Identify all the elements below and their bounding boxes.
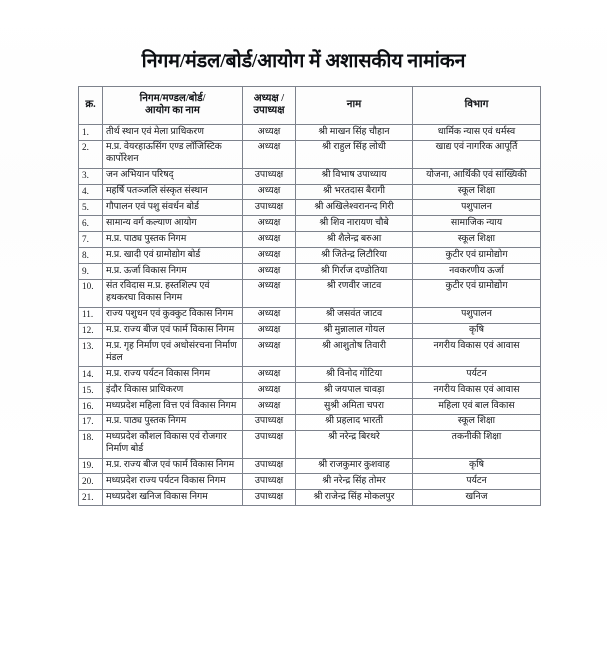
cell-organisation: म.प्र. पाठ्य पुस्तक निगम [103,414,243,430]
cell-name: श्री माखन सिंह चौहान [296,125,413,141]
column-header-organisation-line2: आयोग का नाम [145,105,200,116]
cell-name: श्री शैलेन्द्र बरुआ [296,232,413,248]
cell-post: अध्यक्ष [243,279,296,307]
column-header-post [243,87,296,125]
table-row [79,184,541,200]
cell-sno: 8. [79,248,103,264]
cell-department: पर्यटन [413,474,541,490]
table-row [79,339,541,367]
cell-organisation: म.प्र. वेयरहाऊसिंग एण्ड लॉजिस्टिक कार्पोरेशन [103,140,243,168]
cell-organisation: मध्यप्रदेश खनिज विकास निगम [103,490,243,506]
nomination-table-container [78,86,540,506]
cell-post: अध्यक्ष [243,125,296,141]
table-row [79,200,541,216]
cell-sno: 1. [79,125,103,141]
cell-post: उपाध्यक्ष [243,458,296,474]
cell-post: अध्यक्ष [243,184,296,200]
cell-sno: 10. [79,279,103,307]
table-row [79,383,541,399]
cell-organisation: मध्यप्रदेश राज्य पर्यटन विकास निगम [103,474,243,490]
column-header-post-line1: अध्यक्ष / [253,92,285,104]
cell-organisation: महर्षि पतञ्जलि संस्कृत संस्थान [103,184,243,200]
cell-name: श्री नरेन्द्र सिंह तोमर [296,474,413,490]
cell-name: श्री नरेन्द्र बिरथरे [296,430,413,458]
cell-organisation: म.प्र. खादी एवं ग्रामोद्योग बोर्ड [103,248,243,264]
cell-sno: 7. [79,232,103,248]
cell-department: खनिज [413,490,541,506]
cell-post: उपाध्यक्ष [243,414,296,430]
cell-department: पशुपालन [413,200,541,216]
cell-post: अध्यक्ष [243,399,296,415]
cell-post: अध्यक्ष [243,383,296,399]
cell-name: श्री आशुतोष तिवारी [296,339,413,367]
cell-name: श्री गिर्राज दण्डोतिया [296,264,413,280]
table-row [79,168,541,184]
cell-organisation: म.प्र. गृह निर्माण एवं अधोसंरचना निर्माण मंडल [103,339,243,367]
table-header-row [79,87,541,125]
cell-post: अध्यक्ष [243,339,296,367]
cell-organisation: संत रविदास म.प्र. हस्तशिल्प एवं हथकरघा विकास निगम [103,279,243,307]
cell-department: कृषि [413,323,541,339]
cell-post: अध्यक्ष [243,323,296,339]
cell-department: स्कूल शिक्षा [413,232,541,248]
cell-sno: 21. [79,490,103,506]
cell-post: उपाध्यक्ष [243,200,296,216]
cell-post: अध्यक्ष [243,307,296,323]
cell-sno: 13. [79,339,103,367]
cell-sno: 19. [79,458,103,474]
table-row [79,307,541,323]
cell-organisation: राज्य पशुधन एवं कुक्कुट विकास निगम [103,307,243,323]
cell-department: नगरीय विकास एवं आवास [413,383,541,399]
table-row [79,125,541,141]
cell-sno: 3. [79,168,103,184]
cell-post: उपाध्यक्ष [243,430,296,458]
cell-name: श्री जसवंत जाटव [296,307,413,323]
cell-department: खाद्य एवं नागरिक आपूर्ति [413,140,541,168]
cell-department: धार्मिक न्यास एवं धर्मस्व [413,125,541,141]
cell-name: श्री राजकुमार कुशवाह [296,458,413,474]
column-header-organisation-line1: निगम/मण्डल/बोर्ड/ [139,92,206,104]
cell-post: उपाध्यक्ष [243,474,296,490]
cell-sno: 11. [79,307,103,323]
table-row [79,430,541,458]
cell-name: श्री अखिलेश्वरानन्द गिरी [296,200,413,216]
cell-sno: 9. [79,264,103,280]
cell-organisation: गौपालन एवं पशु संवर्धन बोर्ड [103,200,243,216]
cell-name: श्री भरतदास बैरागी [296,184,413,200]
table-row [79,458,541,474]
cell-sno: 20. [79,474,103,490]
column-header-post-line2: उपाध्यक्ष [253,105,285,116]
nomination-table [78,86,541,506]
cell-department: कुटीर एवं ग्रामोद्योग [413,279,541,307]
cell-sno: 6. [79,216,103,232]
cell-sno: 4. [79,184,103,200]
cell-sno: 18. [79,430,103,458]
cell-organisation: म.प्र. राज्य पर्यटन विकास निगम [103,367,243,383]
table-row [79,216,541,232]
table-row [79,474,541,490]
cell-organisation: म.प्र. राज्य बीज एवं फार्म विकास निगम [103,323,243,339]
cell-post: अध्यक्ष [243,232,296,248]
cell-organisation: तीर्थ स्थान एवं मेला प्राधिकरण [103,125,243,141]
cell-organisation: इंदौर विकास प्राधिकरण [103,383,243,399]
cell-department: महिला एवं बाल विकास [413,399,541,415]
table-row [79,140,541,168]
cell-name: श्री जयपाल चावड़ा [296,383,413,399]
cell-department: नवकरणीय ऊर्जा [413,264,541,280]
column-header-name: नाम [296,87,413,125]
table-row [79,414,541,430]
cell-department: तकनीकी शिक्षा [413,430,541,458]
table-row [79,264,541,280]
cell-name: श्री राजेन्द्र सिंह मोकलपुर [296,490,413,506]
table-row [79,323,541,339]
cell-name: श्री शिव नारायण चौबे [296,216,413,232]
cell-organisation: मध्यप्रदेश महिला वित्त एवं विकास निगम [103,399,243,415]
cell-organisation: म.प्र. ऊर्जा विकास निगम [103,264,243,280]
cell-name: श्री राहुल सिंह लोधी [296,140,413,168]
table-row [79,367,541,383]
cell-name: श्री मुन्नालाल गोयल [296,323,413,339]
table-row [79,248,541,264]
cell-name: सुश्री अमिता चपरा [296,399,413,415]
cell-organisation: म.प्र. राज्य बीज एवं फार्म विकास निगम [103,458,243,474]
cell-name: श्री विनोद गोंटिया [296,367,413,383]
column-header-organisation [103,87,243,125]
table-row [79,279,541,307]
cell-department: पशुपालन [413,307,541,323]
cell-post: अध्यक्ष [243,264,296,280]
cell-name: श्री रणवीर जाटव [296,279,413,307]
cell-department: स्कूल शिक्षा [413,184,541,200]
table-body [79,125,541,506]
cell-name: श्री जितेन्द्र लिटौरिया [296,248,413,264]
cell-department: नगरीय विकास एवं आवास [413,339,541,367]
column-header-department: विभाग [413,87,541,125]
cell-post: उपाध्यक्ष [243,168,296,184]
cell-sno: 12. [79,323,103,339]
table-row [79,232,541,248]
table-row [79,490,541,506]
cell-department: कुटीर एवं ग्रामोद्योग [413,248,541,264]
column-header-sno: क्र. [79,87,103,125]
cell-post: उपाध्यक्ष [243,490,296,506]
cell-post: अध्यक्ष [243,367,296,383]
cell-organisation: सामान्य वर्ग कल्याण आयोग [103,216,243,232]
cell-name: श्री प्रहलाद भारती [296,414,413,430]
cell-sno: 14. [79,367,103,383]
cell-department: सामाजिक न्याय [413,216,541,232]
cell-sno: 2. [79,140,103,168]
table-header [79,87,541,125]
cell-post: अध्यक्ष [243,248,296,264]
cell-organisation: जन अभियान परिषद् [103,168,243,184]
table-row [79,399,541,415]
cell-organisation: म.प्र. पाठ्य पुस्तक निगम [103,232,243,248]
cell-organisation: मध्यप्रदेश कौशल विकास एवं रोजगार निर्माण बोर्ड [103,430,243,458]
cell-name: श्री विभाष उपाध्याय [296,168,413,184]
cell-sno: 16. [79,399,103,415]
cell-sno: 15. [79,383,103,399]
cell-post: अध्यक्ष [243,216,296,232]
cell-department: कृषि [413,458,541,474]
page-title: निगम/मंडल/बोर्ड/आयोग में अशासकीय नामांकन [141,51,466,72]
cell-department: स्कूल शिक्षा [413,414,541,430]
cell-sno: 17. [79,414,103,430]
cell-department: योजना, आर्थिकी एवं सांख्यिकी [413,168,541,184]
cell-sno: 5. [79,200,103,216]
cell-department: पर्यटन [413,367,541,383]
cell-post: अध्यक्ष [243,140,296,168]
